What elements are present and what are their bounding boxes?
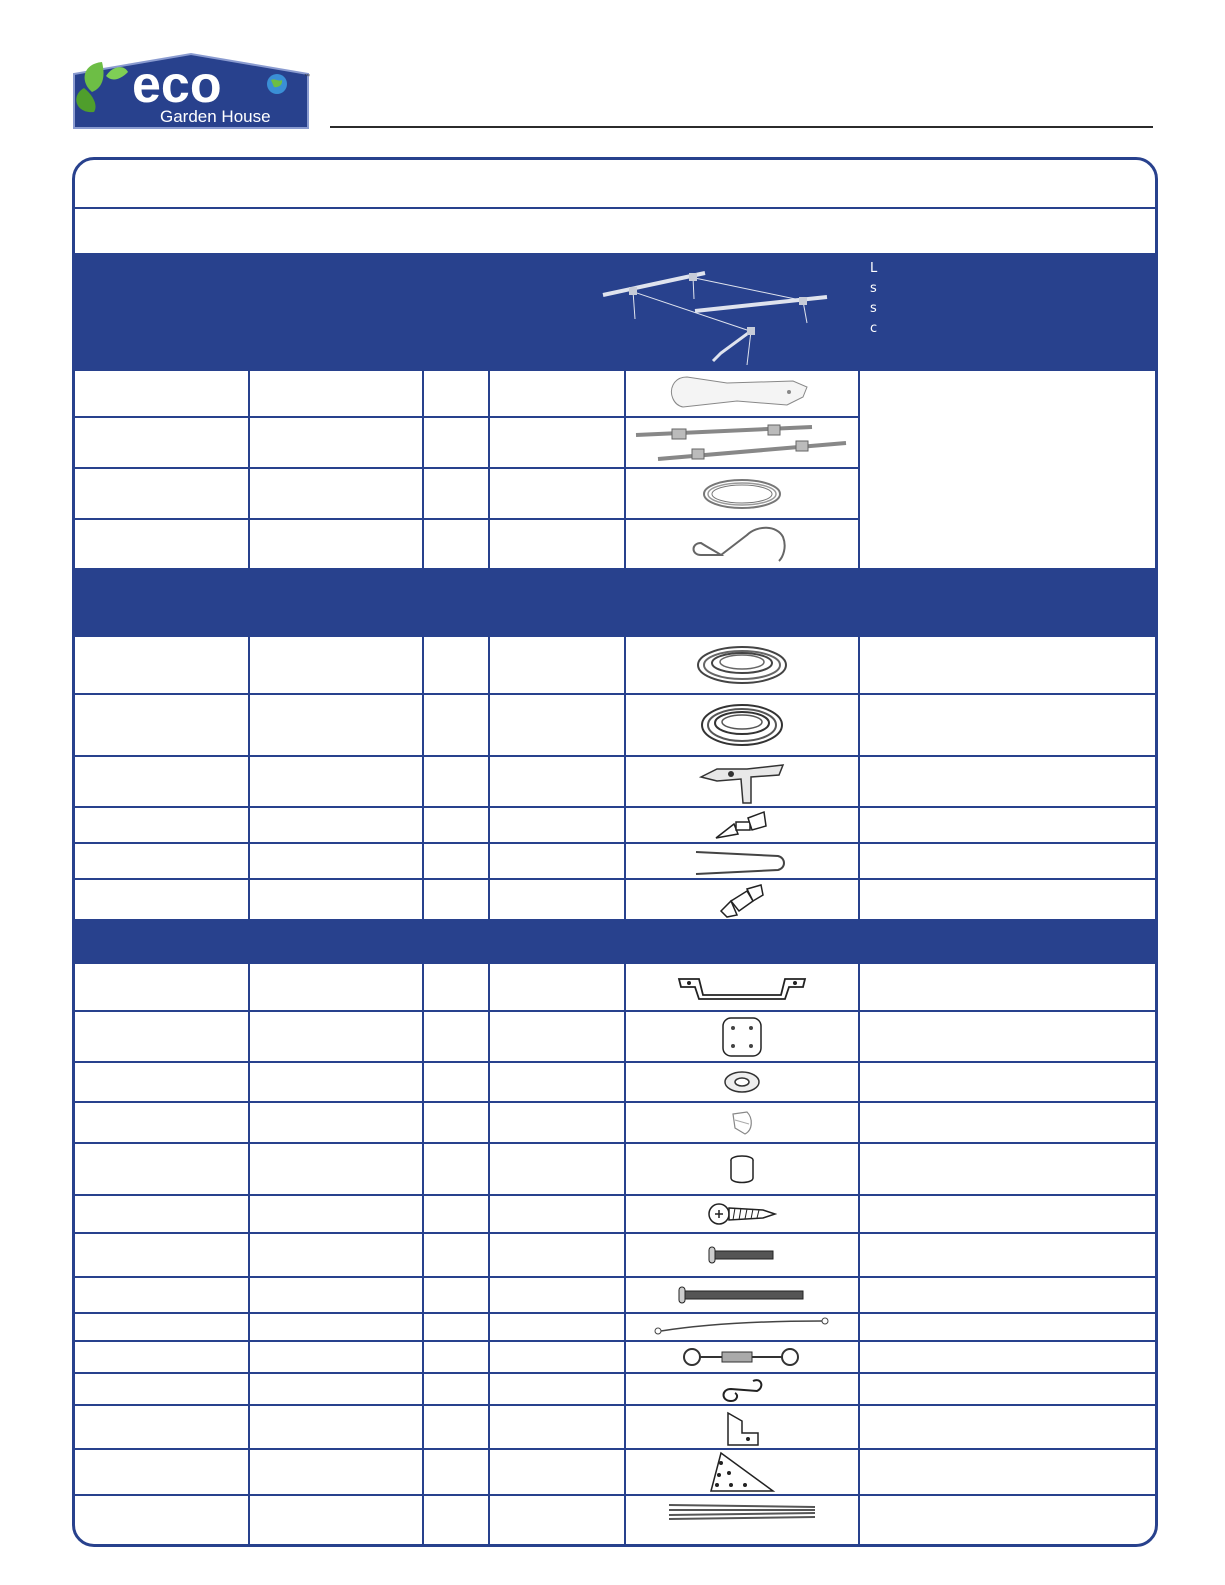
- row-divider: [75, 1494, 1155, 1496]
- trellis-bracket-icon: [626, 371, 858, 416]
- short-bolt-icon: [626, 1234, 858, 1276]
- row-divider: [75, 878, 1155, 880]
- row-divider: [75, 1061, 1155, 1063]
- triangle-plate-icon: [626, 1450, 858, 1494]
- trellis-note: [870, 259, 878, 339]
- row-divider: [75, 1340, 1155, 1342]
- row-divider: [75, 755, 1155, 757]
- brand-sub-text: Garden House: [160, 107, 271, 126]
- strap-bracket-icon: [626, 964, 858, 1010]
- cable-icon: [626, 1314, 858, 1340]
- tee-connector-icon: [626, 757, 858, 806]
- eco-garden-house-logo: [72, 52, 310, 130]
- column-divider: [488, 964, 490, 1544]
- trellis-rod-icon: [626, 418, 858, 467]
- trellis-note-line: L: [870, 261, 879, 276]
- column-divider: [488, 371, 490, 568]
- image-cell-border: [624, 416, 860, 418]
- section-band-irrigation: [75, 568, 1155, 637]
- image-cell-border: [624, 467, 860, 469]
- u-stake-icon: [626, 844, 858, 878]
- row-divider: [75, 806, 1155, 808]
- column-divider: [422, 964, 424, 1544]
- trellis-illustration: [595, 261, 835, 373]
- cap-icon: [626, 1103, 858, 1142]
- row-divider: [75, 1372, 1155, 1374]
- column-divider: [858, 637, 860, 919]
- row-divider: [75, 693, 1155, 695]
- row-divider: [75, 1404, 1155, 1406]
- washer-icon: [626, 1063, 858, 1101]
- column-divider: [248, 371, 250, 568]
- header-rule: [330, 126, 1153, 128]
- column-divider: [858, 964, 860, 1544]
- s-hook-icon: [626, 520, 858, 568]
- row-divider: [75, 842, 1155, 844]
- row-divider: [75, 1448, 1155, 1450]
- column-divider: [248, 637, 250, 919]
- table-header-divider: [75, 207, 1155, 209]
- section-band-trellis: [75, 253, 1155, 371]
- row-divider: [75, 1312, 1155, 1314]
- row-divider: [75, 1101, 1155, 1103]
- long-bolt-icon: [626, 1278, 858, 1312]
- trademark-mark: ™: [304, 74, 310, 80]
- trellis-note-line: s: [870, 301, 878, 316]
- square-plate-icon: [626, 1012, 858, 1061]
- column-divider: [488, 637, 490, 919]
- row-divider: [75, 1194, 1155, 1196]
- corner-clip-icon: [626, 1406, 858, 1448]
- row-divider: [75, 1010, 1155, 1012]
- s-hook-small-icon: [626, 1374, 858, 1404]
- wire-coil-icon: [626, 469, 858, 518]
- column-divider: [422, 371, 424, 568]
- column-divider: [248, 964, 250, 1544]
- section-band-hardware: [75, 919, 1155, 964]
- trellis-note-line: c: [870, 321, 879, 336]
- dripper-icon: [626, 808, 858, 842]
- spacer-icon: [626, 1144, 858, 1194]
- brand-main-text: eco: [132, 56, 222, 114]
- drip-tubing-large-icon: [626, 637, 858, 693]
- drip-tubing-small-icon: [626, 695, 858, 755]
- row-divider: [75, 1142, 1155, 1144]
- merged-note-cell: [860, 414, 1155, 524]
- cable-ties-icon: [626, 1496, 858, 1526]
- parts-table: [72, 157, 1158, 1547]
- trellis-note-line: s: [870, 281, 878, 296]
- image-cell-border: [624, 518, 860, 520]
- end-plug-icon: [626, 880, 858, 919]
- wood-screw-icon: [626, 1196, 858, 1232]
- turnbuckle-icon: [626, 1342, 858, 1372]
- row-divider: [75, 1232, 1155, 1234]
- column-divider: [422, 637, 424, 919]
- row-divider: [75, 1276, 1155, 1278]
